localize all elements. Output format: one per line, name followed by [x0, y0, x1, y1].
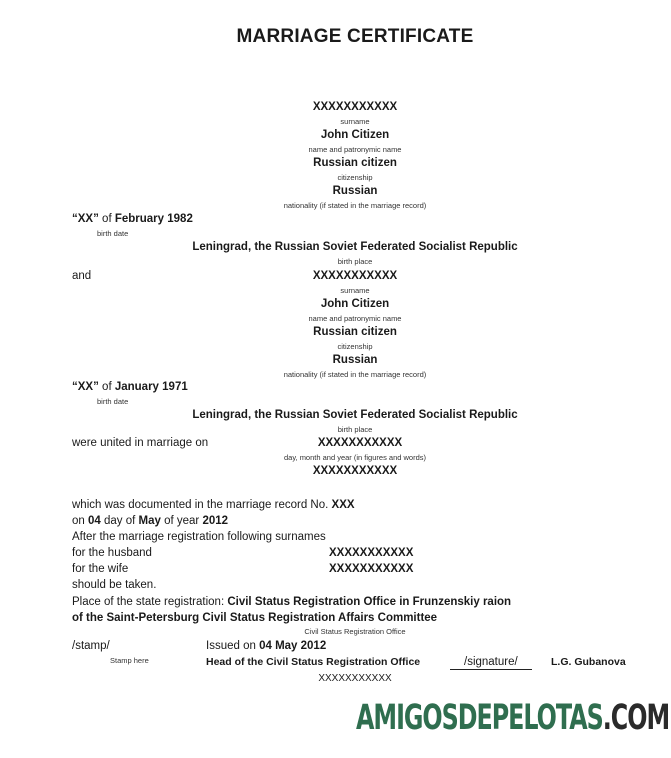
head-title: Head of the Civil Status Registration Office [206, 656, 421, 668]
birth-of: of [102, 213, 112, 225]
wife-name: John Citizen [320, 298, 390, 310]
wife-surname-label: surname [340, 286, 370, 295]
signature [450, 655, 532, 670]
record-year: 2012 [202, 515, 229, 527]
united-label: were united in marriage on [72, 437, 209, 449]
husband-citizenship-label: citizenship [337, 173, 373, 182]
place-value-1: Civil Status Registration Office in Frunzenskiy raion [227, 596, 512, 608]
of-year-text: of year [164, 515, 200, 527]
husband-nationality: Russian [332, 185, 378, 197]
husband-label: for the husband [72, 547, 152, 559]
record-line [72, 498, 355, 512]
place-label: Place of the state registration: [72, 596, 225, 608]
husband-surname: XXXXXXXXXXX [312, 101, 398, 113]
wife-birth-date [72, 380, 188, 394]
signer-name: L.G. Gubanova [551, 656, 626, 668]
wife-birth-place: Leningrad, the Russian Soviet Federated Socialist Republic [192, 409, 518, 421]
wife-nationality-label: nationality (if stated in the marriage record) [283, 370, 427, 379]
office-label: Civil Status Registration Office [304, 627, 406, 636]
birth-month-year: February 1982 [114, 213, 193, 225]
record-month: May [138, 515, 161, 527]
wife-citizenship: Russian citizen [313, 326, 397, 338]
wife-label: for the wife [72, 563, 129, 575]
record-text: which was documented in the marriage record No. [72, 499, 329, 511]
place-line-1 [72, 595, 511, 609]
certificate-title: MARRIAGE CERTIFICATE [236, 26, 474, 47]
and-label: and [72, 270, 92, 282]
husband-birth-date [72, 212, 193, 226]
record-number: XXX [331, 499, 355, 511]
husband-name: John Citizen [320, 129, 390, 141]
issued-line [206, 639, 326, 653]
record-date-line [72, 514, 228, 528]
birth-month-year: January 1971 [114, 381, 188, 393]
record-day: 04 [88, 515, 101, 527]
marriage-date-words: XXXXXXXXXXX [312, 465, 398, 477]
wife-citizenship-label: citizenship [337, 342, 373, 351]
husband-name-label: name and patronymic name [308, 145, 402, 154]
wife-nationality: Russian [332, 354, 378, 366]
stamp-text: /stamp/ [72, 640, 110, 652]
husband-birth-date-label: birth date [97, 229, 129, 238]
watermark-logo [356, 698, 669, 738]
wife-birth-date-label: birth date [97, 397, 129, 406]
stamp-label: Stamp here [110, 656, 149, 665]
husband-citizenship: Russian citizen [313, 157, 397, 169]
husband-birth-place-label: birth place [337, 257, 373, 266]
marriage-date-label: day, month and year (in figures and words) [283, 453, 427, 462]
wife-surname: XXXXXXXXXXX [312, 270, 398, 282]
day-of-text: day of [104, 515, 136, 527]
watermark-suffix: .COM [602, 698, 670, 738]
watermark-main: AMIGOSDEPELOTAS [356, 698, 603, 738]
husband-nationality-label: nationality (if stated in the marriage record) [283, 201, 427, 210]
marriage-date: XXXXXXXXXXX [317, 437, 403, 449]
husband-birth-place: Leningrad, the Russian Soviet Federated Socialist Republic [192, 241, 518, 253]
wife-name-label: name and patronymic name [308, 314, 402, 323]
husband-new-surname: XXXXXXXXXXX [329, 547, 414, 559]
issued-label: Issued on [206, 640, 256, 652]
birth-day: “XX” [72, 381, 99, 393]
birth-day: “XX” [72, 213, 99, 225]
wife-birth-place-label: birth place [337, 425, 373, 434]
signer-native-name: XXXXXXXXXXX [318, 673, 392, 684]
after-text: After the marriage registration following surnames [72, 531, 326, 543]
husband-surname-label: surname [340, 117, 370, 126]
on-text: on [72, 515, 85, 527]
issued-date: 04 May 2012 [259, 640, 327, 652]
taken-text: should be taken. [72, 579, 157, 591]
wife-new-surname: XXXXXXXXXXX [329, 563, 414, 575]
signature-line: /signature/ [450, 655, 532, 670]
place-line-2: of the Saint-Petersburg Civil Status Registration Affairs Committee [72, 612, 438, 624]
birth-of: of [102, 381, 112, 393]
